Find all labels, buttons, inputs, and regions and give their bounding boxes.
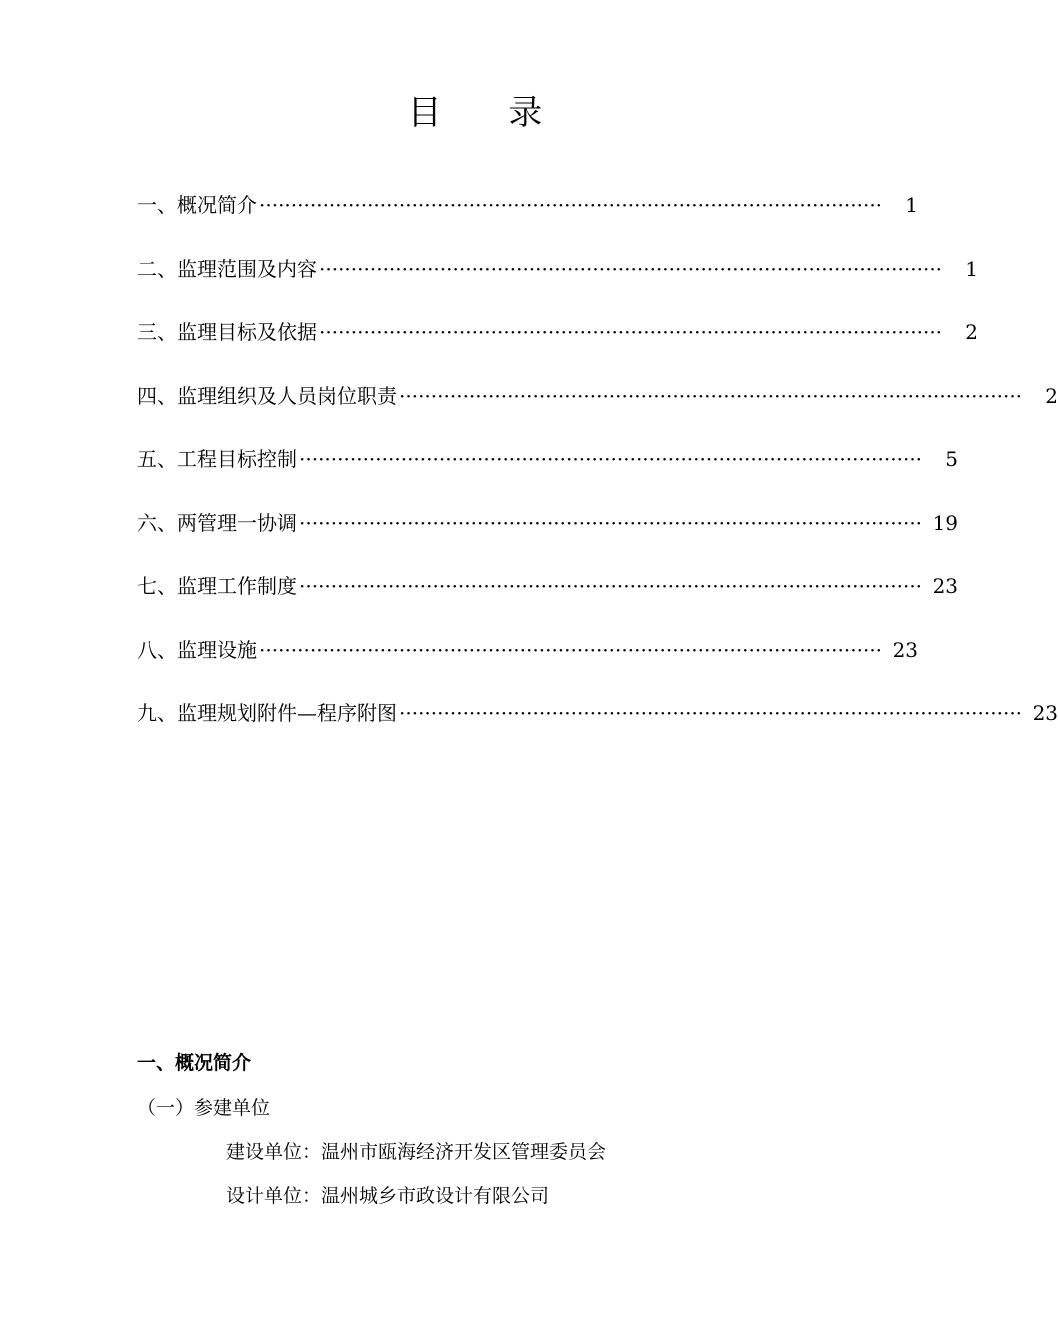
toc-entry-page: 2 (965, 320, 979, 344)
toc-entry-label: 七、监理工作制度 (137, 574, 297, 598)
toc-entry-label: 四、监理组织及人员岗位职责 (137, 383, 397, 408)
toc-entry-page: 19 (932, 510, 959, 535)
toc-entry (137, 190, 919, 254)
toc-entry (137, 635, 919, 699)
toc-entry-label: 一、概况简介 (137, 193, 257, 217)
toc-leader-dots: ·································································································· (299, 574, 923, 598)
toc-entry (137, 571, 959, 635)
toc-leader-dots: ·································································································· (319, 256, 943, 281)
construction-unit-line: 建设单位：温州市瓯海经济开发区管理委员会 (226, 1141, 607, 1163)
toc-entry (137, 444, 959, 508)
toc-entry-label: 八、监理设施 (137, 637, 257, 662)
toc-entry (137, 317, 979, 381)
toc-entry-label: 五、工程目标控制 (137, 447, 297, 471)
toc-entry-page: 23 (892, 637, 919, 662)
toc-entry-label: 三、监理目标及依据 (137, 320, 317, 344)
toc-leader-dots: ·································································································· (299, 447, 923, 471)
toc-entry-page: 2 (1045, 383, 1058, 408)
toc-entry-page: 23 (1032, 701, 1058, 725)
subsection-heading: （一）参建单位 (137, 1097, 271, 1119)
toc-entry-page: 23 (932, 574, 959, 598)
toc-entry (137, 508, 959, 572)
toc-entry-page: 5 (945, 447, 959, 471)
toc-entry (137, 381, 1058, 445)
toc-leader-dots: ·································································································· (259, 193, 883, 217)
toc-entry-label: 六、两管理一协调 (137, 510, 297, 535)
design-unit-line: 设计单位：温州城乡市政设计有限公司 (226, 1185, 550, 1207)
toc-leader-dots: ·································································································· (319, 320, 943, 344)
table-of-contents (137, 190, 1058, 762)
toc-entry-page: 1 (965, 256, 979, 281)
toc-entry-page: 1 (905, 193, 919, 217)
toc-leader-dots: ·································································································· (299, 510, 923, 535)
toc-entry (137, 254, 979, 318)
page-title: 目 录 (407, 93, 571, 133)
toc-entry-label: 二、监理范围及内容 (137, 256, 317, 281)
toc-entry (137, 698, 1058, 762)
toc-entry-label: 九、监理规划附件—程序附图 (137, 701, 397, 725)
section-heading: 一、概况简介 (137, 1052, 252, 1074)
toc-leader-dots: ·································································································· (259, 637, 883, 662)
toc-leader-dots: ·································································································· (399, 701, 1023, 725)
toc-leader-dots: ·································································································· (399, 383, 1023, 408)
